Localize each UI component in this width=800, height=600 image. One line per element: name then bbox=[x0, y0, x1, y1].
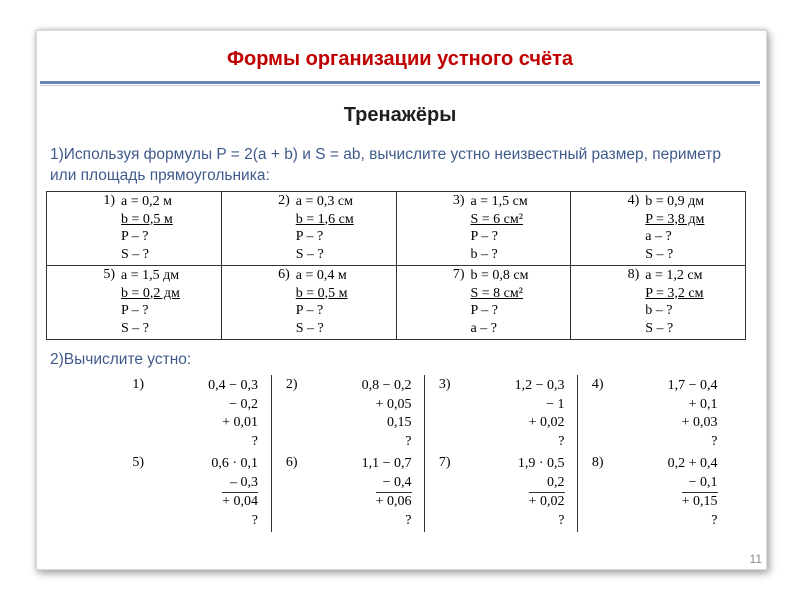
exercise-cell bbox=[47, 192, 222, 266]
exercise-line: a = 1,5 см bbox=[470, 194, 528, 209]
calc-line: + 0,01 bbox=[222, 415, 258, 430]
exercise-cell bbox=[571, 266, 746, 340]
calc-cell bbox=[271, 375, 424, 453]
calc-number: 5) bbox=[132, 455, 144, 470]
exercise-line: a = 0,3 см bbox=[295, 194, 353, 209]
calc-number: 4) bbox=[591, 377, 604, 392]
exercise-cell bbox=[571, 192, 746, 266]
exercise-line: b = 0,5 м bbox=[295, 285, 348, 301]
exercise-line: S – ? bbox=[645, 320, 674, 336]
calc-number: 3) bbox=[438, 377, 451, 392]
task-1-text: 1)Используя формулы P = 2(a + b) и S = ab, вычислите устно неизвестный размер, периметр или площадь прямоугольника: bbox=[50, 146, 722, 184]
exercise-line: S – ? bbox=[121, 320, 149, 336]
calc-line: 1,9 · 0,5 bbox=[517, 456, 565, 471]
calc-cell bbox=[424, 375, 577, 453]
calc-line: + 0,02 bbox=[528, 415, 565, 430]
exercise-line: S – ? bbox=[121, 246, 149, 262]
exercise-line: a – ? bbox=[470, 320, 497, 336]
calc-line: − 1 bbox=[546, 396, 565, 412]
calc-line: 0,8 − 0,2 bbox=[361, 378, 412, 393]
calc-cell bbox=[424, 453, 577, 532]
page-number: 11 bbox=[749, 552, 762, 566]
mental-calc-table bbox=[118, 375, 730, 532]
calc-line: 1,2 − 0,3 bbox=[514, 378, 565, 393]
exercise-line: b = 0,8 см bbox=[470, 268, 529, 283]
exercise-line: b – ? bbox=[645, 303, 673, 318]
table-row bbox=[118, 375, 730, 453]
exercise-number: 2) bbox=[278, 193, 290, 208]
exercise-line: b = 0,5 м bbox=[121, 211, 173, 227]
exercise-line: a = 1,2 см bbox=[645, 268, 703, 283]
calc-line: + 0,1 bbox=[688, 396, 718, 412]
exercise-cell bbox=[396, 192, 571, 266]
exercise-number: 1) bbox=[103, 193, 115, 208]
exercise-number: 3) bbox=[452, 193, 465, 208]
table-row bbox=[47, 192, 746, 266]
exercise-cell bbox=[396, 266, 571, 340]
exercise-line: a – ? bbox=[645, 229, 672, 244]
calc-line: ? bbox=[711, 433, 718, 449]
exercise-line: P – ? bbox=[295, 229, 324, 244]
exercise-line: a = 0,4 м bbox=[295, 268, 347, 283]
calc-line: – 0,3 bbox=[230, 474, 258, 490]
rectangle-exercises-table bbox=[46, 191, 746, 340]
calc-line: 1,7 − 0,4 bbox=[667, 378, 718, 393]
calc-line: ? bbox=[251, 433, 258, 449]
calc-line: + 0,05 bbox=[375, 396, 412, 412]
calc-number: 1) bbox=[132, 377, 144, 392]
calc-number: 8) bbox=[591, 455, 604, 470]
exercise-line: P = 3,2 см bbox=[645, 285, 704, 301]
calc-line: + 0,06 bbox=[376, 492, 412, 512]
exercise-line: P = 3,8 дм bbox=[645, 211, 705, 227]
calc-line: ? bbox=[405, 512, 412, 528]
calc-cell bbox=[577, 453, 730, 532]
exercise-line: S – ? bbox=[295, 246, 324, 262]
exercise-line: a = 0,2 м bbox=[121, 194, 172, 209]
calc-line: − 0,2 bbox=[229, 396, 258, 412]
calc-number: 6) bbox=[285, 455, 298, 470]
calc-line: + 0,15 bbox=[682, 492, 718, 512]
exercise-line: P – ? bbox=[295, 303, 324, 318]
exercise-line: b = 1,6 см bbox=[295, 211, 354, 227]
exercise-cell bbox=[221, 266, 396, 340]
calc-cell bbox=[118, 453, 271, 532]
calc-line: − 0,4 bbox=[382, 474, 412, 490]
calc-line: ? bbox=[251, 512, 258, 528]
exercise-number: 6) bbox=[278, 267, 290, 282]
exercise-number: 4) bbox=[627, 193, 640, 208]
calc-line: ? bbox=[558, 433, 565, 449]
exercise-line: P – ? bbox=[121, 229, 149, 244]
calc-line: ? bbox=[711, 512, 718, 528]
calc-cell bbox=[577, 375, 730, 453]
calc-line: 0,15 bbox=[387, 415, 412, 430]
calc-line: + 0,04 bbox=[222, 492, 258, 512]
exercise-number: 7) bbox=[452, 267, 465, 282]
exercise-number: 8) bbox=[627, 267, 640, 282]
exercise-line: S – ? bbox=[295, 320, 324, 336]
calc-line: 0,4 − 0,3 bbox=[208, 378, 258, 393]
exercise-line: S = 8 см² bbox=[470, 285, 523, 301]
exercise-line: b = 0,9 дм bbox=[645, 194, 705, 209]
calc-cell bbox=[271, 453, 424, 532]
exercise-line: S – ? bbox=[645, 246, 674, 262]
exercise-line: P – ? bbox=[121, 303, 149, 318]
exercise-line: a = 1,5 дм bbox=[121, 268, 180, 283]
calc-line: 0,2 bbox=[547, 474, 565, 490]
exercise-line: b = 0,2 дм bbox=[121, 285, 180, 301]
calc-line: 0,6 · 0,1 bbox=[211, 456, 258, 471]
title-divider-thin bbox=[40, 85, 760, 86]
calc-line: 1,1 − 0,7 bbox=[361, 456, 412, 471]
calc-line: + 0,03 bbox=[681, 415, 718, 430]
slide-title: Формы организации устного счёта bbox=[226, 48, 574, 70]
exercise-line: S = 6 см² bbox=[470, 211, 523, 227]
calc-cell bbox=[118, 375, 271, 453]
calc-number: 7) bbox=[438, 455, 451, 470]
exercise-line: P – ? bbox=[470, 303, 498, 318]
calc-line: − 0,1 bbox=[688, 474, 718, 490]
calc-line: ? bbox=[405, 433, 412, 449]
exercise-cell bbox=[47, 266, 222, 340]
exercise-number: 5) bbox=[103, 267, 115, 282]
calc-line: 0,2 + 0,4 bbox=[667, 456, 718, 471]
section-subtitle: Тренажёры bbox=[343, 104, 457, 126]
exercise-cell bbox=[221, 192, 396, 266]
calc-line: + 0,02 bbox=[529, 492, 565, 512]
task-2-text: 2)Вычислите устно: bbox=[50, 351, 192, 368]
table-row bbox=[118, 453, 730, 532]
exercise-line: P – ? bbox=[470, 229, 498, 244]
table-row bbox=[47, 266, 746, 340]
exercise-line: b – ? bbox=[470, 246, 498, 262]
title-divider bbox=[40, 81, 760, 84]
calc-line: ? bbox=[558, 512, 565, 528]
calc-number: 2) bbox=[285, 377, 298, 392]
